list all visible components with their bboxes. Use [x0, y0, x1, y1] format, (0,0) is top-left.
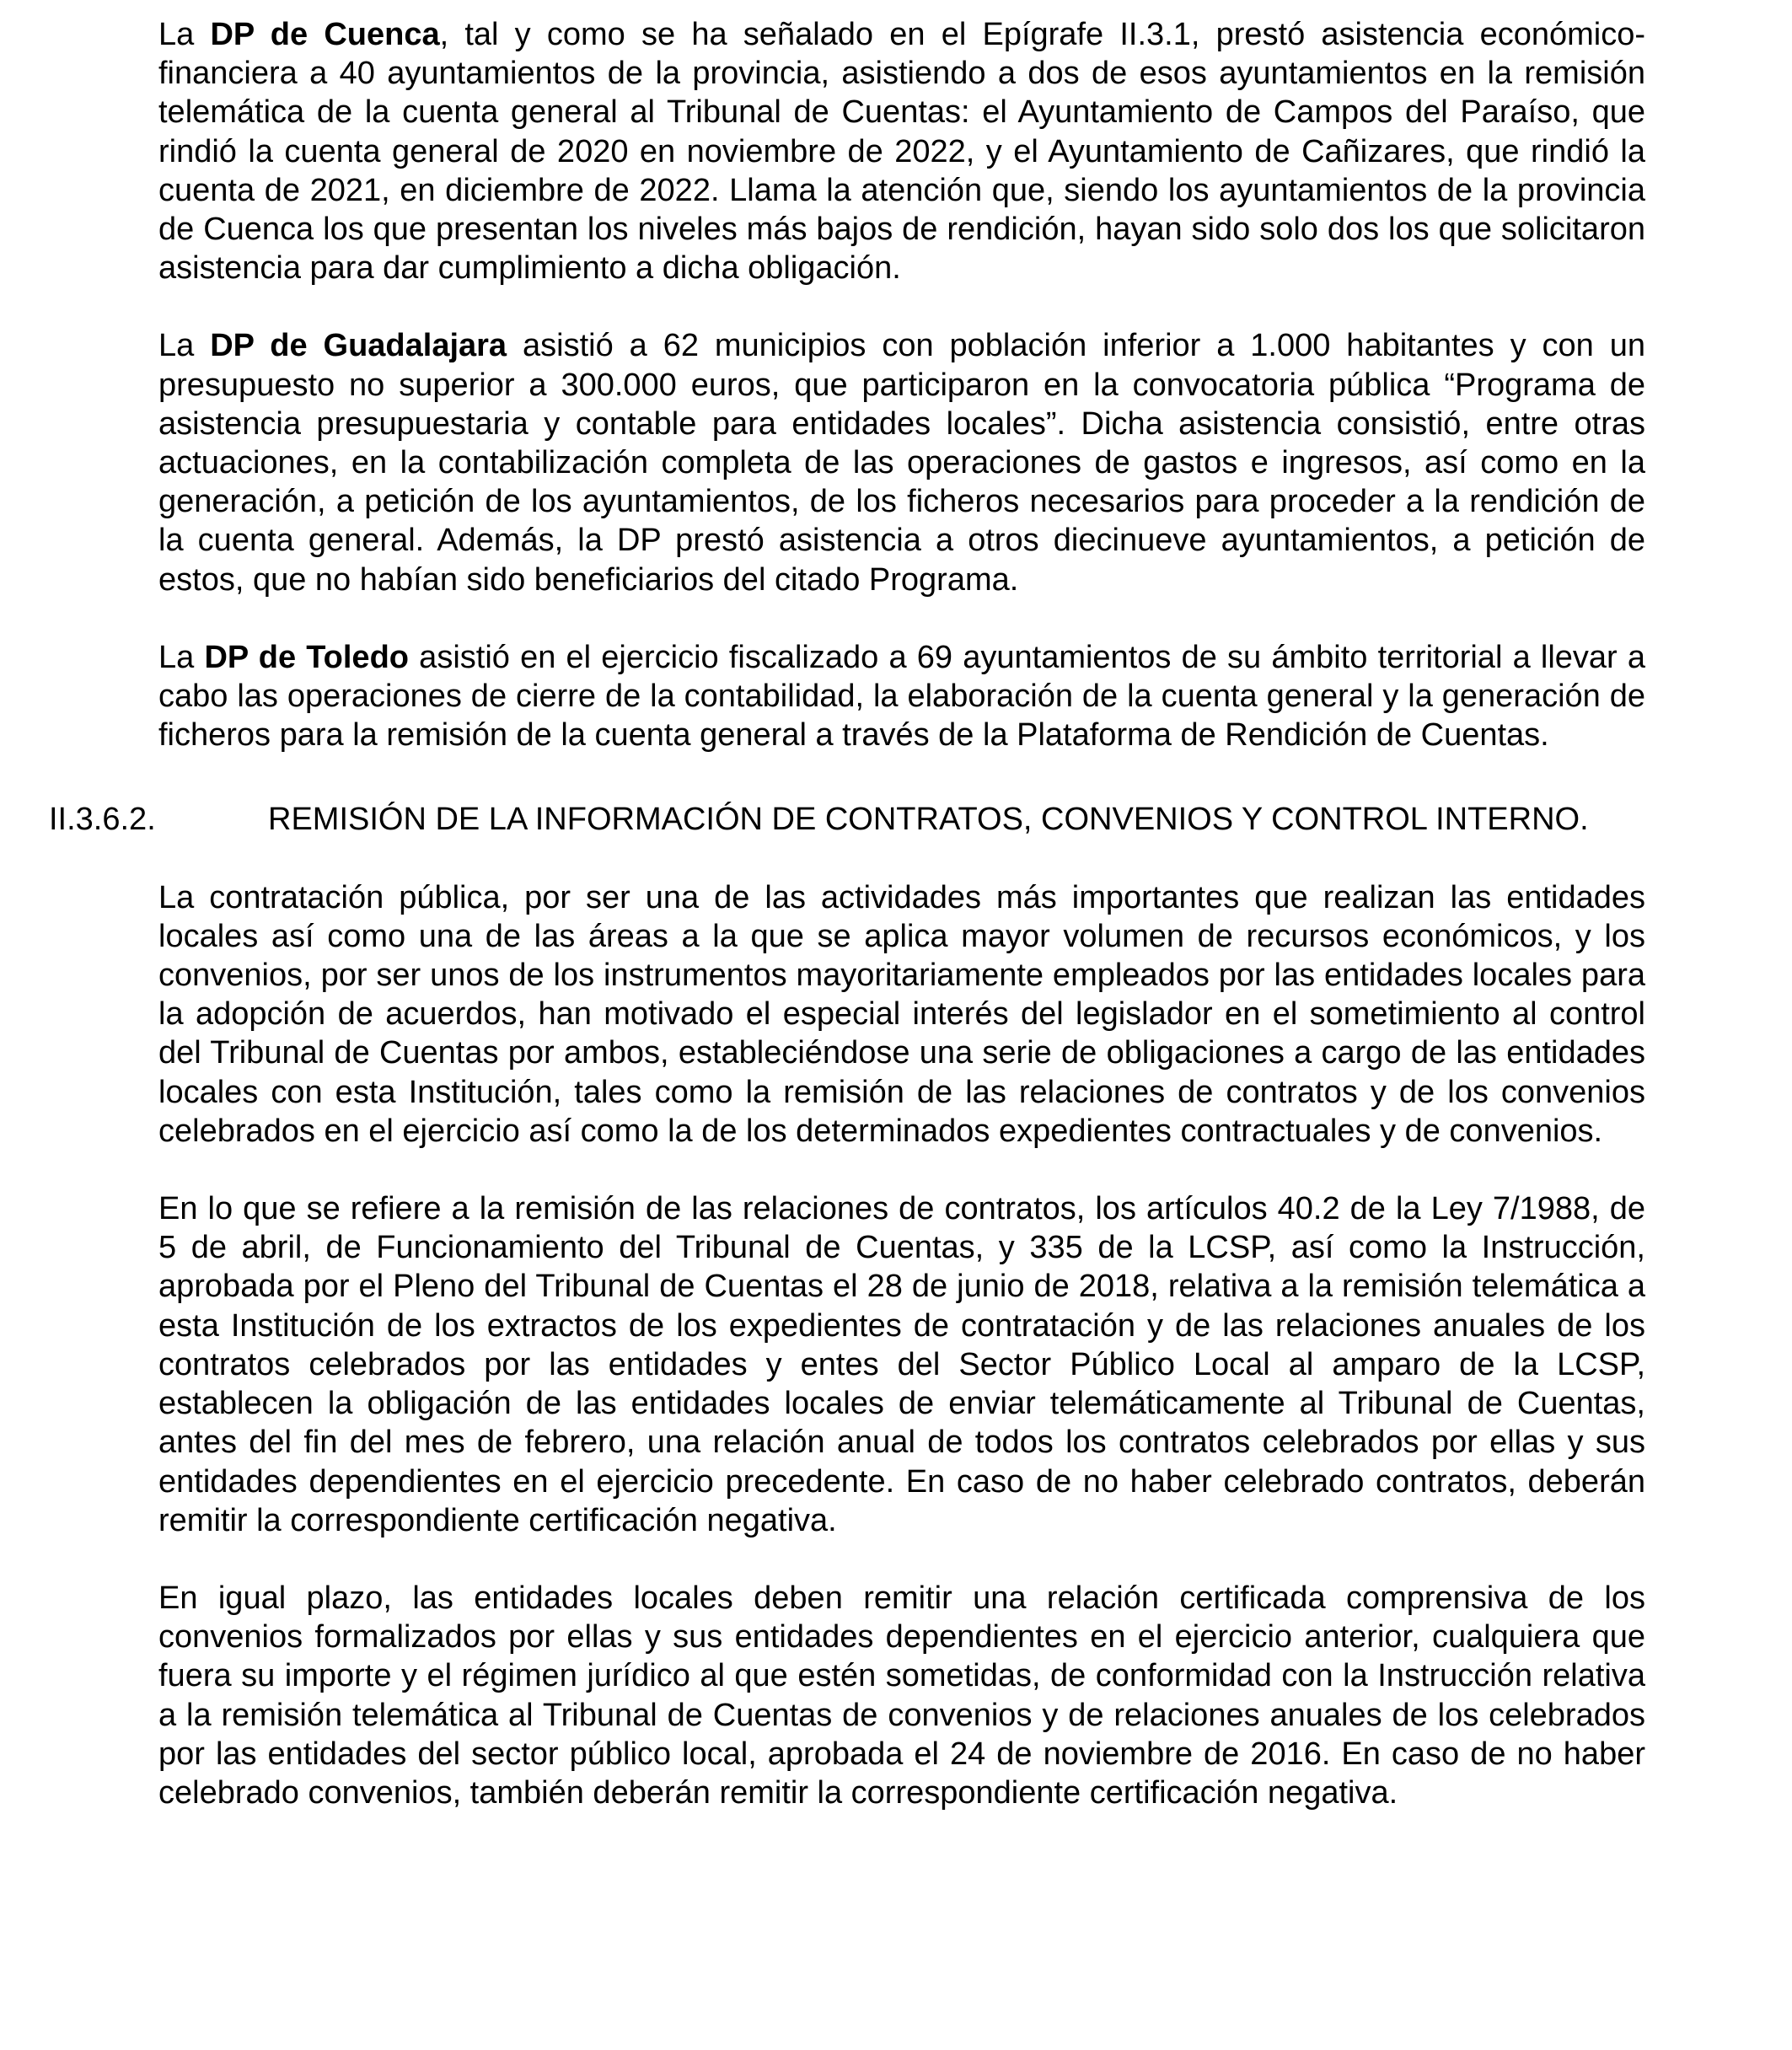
section-number: II.3.6.2.	[49, 802, 156, 838]
paragraph-body: , tal y como se ha señalado en el Epígrafe II.3.1, prestó asistencia económico-financiera a 40 ayuntamientos de la provincia, asistiendo a dos de esos ayuntamientos en la remisión telemática de la cuenta general al Tribunal de Cuentas: el Ayuntamiento de Campos del Paraíso, que rindió la cuenta general de 2020 en noviembre de 2022, y el Ayuntamiento de Cañizares, que rindió la cuenta de 2021, en diciembre de 2022. Llama la atención que, siendo los ayuntamientos de la provincia de Cuenca los que presentan los niveles más bajos de rendición, hayan sido solo dos los que solicitaron asistencia para dar cumplimiento a dicha obligación.	[158, 17, 1645, 287]
paragraph-prefix: La	[158, 639, 205, 675]
paragraph-dp-guadalajara	[158, 326, 1645, 598]
section-title: REMISIÓN DE LA INFORMACIÓN DE CONTRATOS, CONVENIOS Y CONTROL INTERNO.	[268, 802, 1589, 838]
paragraph-dp-toledo	[158, 638, 1645, 755]
entity-name-dp-cuenca: DP de Cuenca	[210, 17, 440, 52]
paragraph-dp-cuenca	[158, 15, 1645, 287]
paragraph-body: asistió a 62 municipios con población inferior a 1.000 habitantes y con un presupuesto no superior a 300.000 euros, que participaron en la convocatoria pública “Programa de asistencia presupuestaria y contable para entidades locales”. Dicha asistencia consistió, entre otras actuaciones, en la contabilización completa de las operaciones de gastos e ingresos, así como en la generación, a petición de los ayuntamientos, de los ficheros necesarios para proceder a la rendición de la cuenta general. Además, la DP prestó asistencia a otros diecinueve ayuntamientos, a petición de estos, que no habían sido beneficiarios del citado Programa.	[158, 328, 1645, 598]
paragraph-prefix: La	[158, 17, 211, 52]
paragraph-prefix: La	[158, 328, 211, 364]
document-page	[49, 15, 1646, 1812]
entity-name-dp-toledo: DP de Toledo	[204, 639, 409, 675]
paragraph-body: asistió en el ejercicio fiscalizado a 69 ayuntamientos de su ámbito territorial a llevar a cabo las operaciones de cierre de la contabilidad, la elaboración de la cuenta general y la generación de ficheros para la remisión de la cuenta general a través de la Plataforma de Rendición de Cuentas.	[158, 639, 1646, 754]
paragraph-contratacion-publica: La contratación pública, por ser una de las actividades más importantes que realizan las entidades locales así como una de las áreas a la que se aplica mayor volumen de recursos económicos, y los convenios, por ser unos de los instrumentos mayoritariamente empleados por las entidades locales para la adopción de acuerdos, han motivado el especial interés del legislador en el sometimiento al control del Tribunal de Cuentas por ambos, estableciéndose una serie de obligaciones a cargo de las entidades locales con esta Institución, tales como la remisión de las relaciones de contratos y de los convenios celebrados en el ejercicio así como la de los determinados expedientes contractuales y de convenios.	[158, 879, 1645, 1149]
paragraph-remision-contratos: En lo que se refiere a la remisión de las relaciones de contratos, los artículos 40.2 de la Ley 7/1988, de 5 de abril, de Funcionamiento del Tribunal de Cuentas, y 335 de la LCSP, así como la Instrucción, aprobada por el Pleno del Tribunal de Cuentas el 28 de junio de 2018, relativa a la remisión telemática a esta Institución de los extractos de los expedientes de contratación y de las relaciones anuales de los contratos celebrados por las entidades y entes del Sector Público Local al amparo de la LCSP, establecen la obligación de las entidades locales de enviar telemáticamente al Tribunal de Cuentas, antes del fin del mes de febrero, una relación anual de todos los contratos celebrados por ellas y sus entidades dependientes en el ejercicio precedente. En caso de no haber celebrado contratos, deberán remitir la correspondiente certificación negativa.	[158, 1191, 1645, 1538]
section-heading	[49, 800, 1645, 839]
entity-name-dp-guadalajara: DP de Guadalajara	[210, 328, 507, 364]
paragraph-remision-convenios: En igual plazo, las entidades locales deben remitir una relación certificada comprensiva de los convenios formalizados por ellas y sus entidades dependientes en el ejercicio anterior, cualquiera que fuera su importe y el régimen jurídico al que estén sometidas, de conformidad con la Instrucción relativa a la remisión telemática al Tribunal de Cuentas de convenios y de relaciones anuales de los celebrados por las entidades del sector público local, aprobada el 24 de noviembre de 2016. En caso de no haber celebrado convenios, también deberán remitir la correspondiente certificación negativa.	[158, 1580, 1645, 1811]
